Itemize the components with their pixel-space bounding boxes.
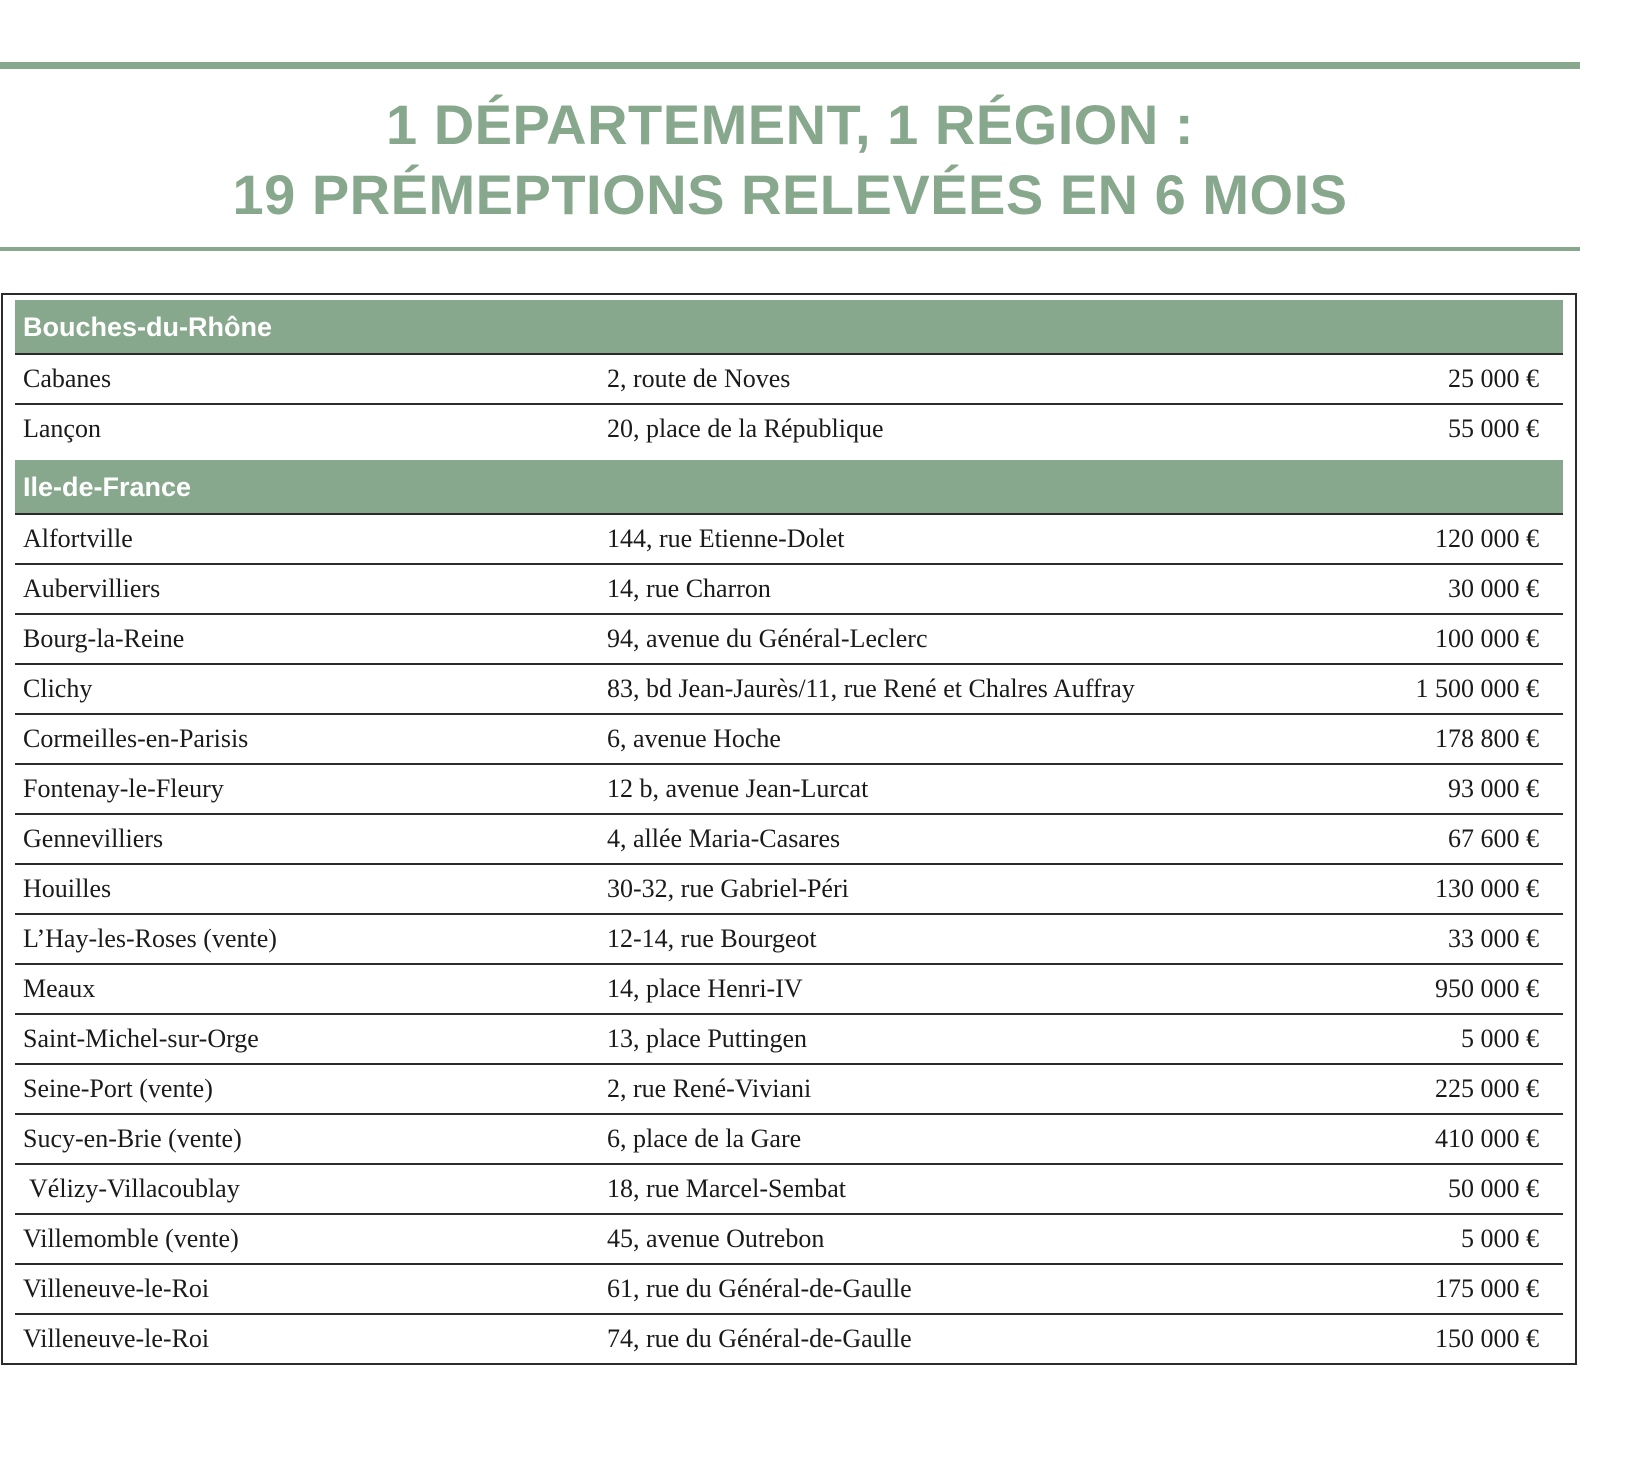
city-cell: Cormeilles-en-Parisis: [23, 724, 249, 753]
city-cell: Bourg-la-Reine: [23, 624, 185, 653]
city-cell: Clichy: [23, 674, 93, 703]
address-cell: 83, bd Jean-Jaurès/11, rue René et Chalres Auffray: [607, 674, 1135, 703]
price-cell: 50 000 €: [1448, 1174, 1539, 1203]
table-row: [15, 355, 1563, 405]
address-cell: 14, rue Charron: [607, 574, 771, 603]
price-cell: 5 000 €: [1461, 1024, 1539, 1053]
city-cell: Saint-Michel-sur-Orge: [23, 1024, 259, 1053]
table-row: [15, 1265, 1563, 1315]
price-cell: 950 000 €: [1435, 974, 1539, 1003]
table-row: [15, 715, 1563, 765]
price-cell: 130 000 €: [1435, 874, 1539, 903]
address-cell: 12-14, rue Bourgeot: [607, 924, 817, 953]
table-row: [15, 915, 1563, 965]
price-cell: 55 000 €: [1448, 414, 1539, 443]
price-cell: 30 000 €: [1448, 574, 1539, 603]
table-row: [15, 405, 1563, 455]
city-cell: Aubervilliers: [23, 574, 161, 603]
address-cell: 30-32, rue Gabriel-Péri: [607, 874, 849, 903]
address-cell: 12 b, avenue Jean-Lurcat: [607, 774, 869, 803]
table-row: [15, 515, 1563, 565]
address-cell: 13, place Puttingen: [607, 1024, 808, 1053]
table-row: [15, 1315, 1563, 1365]
address-cell: 4, allée Maria-Casares: [607, 824, 841, 853]
address-cell: 6, place de la Gare: [607, 1124, 802, 1153]
address-cell: 2, rue René-Viviani: [607, 1074, 812, 1103]
table-row: [15, 565, 1563, 615]
address-cell: 6, avenue Hoche: [607, 724, 781, 753]
price-cell: 1 500 000 €: [1415, 674, 1539, 703]
city-cell: Fontenay-le-Fleury: [23, 774, 224, 803]
city-cell: Villemomble (vente): [23, 1224, 239, 1253]
table-row: [15, 1165, 1563, 1215]
bottom-rule: [0, 247, 1580, 251]
price-cell: 150 000 €: [1435, 1324, 1539, 1353]
address-cell: 94, avenue du Général-Leclerc: [607, 624, 928, 653]
table-row: [15, 1115, 1563, 1165]
table-row: [15, 765, 1563, 815]
price-cell: 225 000 €: [1435, 1074, 1539, 1103]
city-cell: Villeneuve-le-Roi: [23, 1274, 210, 1303]
table-row: [15, 1015, 1563, 1065]
address-cell: 61, rue du Général-de-Gaulle: [607, 1274, 912, 1303]
city-cell: Lançon: [23, 414, 101, 443]
price-cell: 25 000 €: [1448, 364, 1539, 393]
city-cell: Meaux: [23, 974, 96, 1003]
preemptions-table: [1, 293, 1577, 1365]
address-cell: 20, place de la République: [607, 414, 884, 443]
table-row: [15, 665, 1563, 715]
table-row: [15, 615, 1563, 665]
price-cell: 410 000 €: [1435, 1124, 1539, 1153]
price-cell: 100 000 €: [1435, 624, 1539, 653]
price-cell: 178 800 €: [1435, 724, 1539, 753]
table-row: [15, 865, 1563, 915]
price-cell: 67 600 €: [1448, 824, 1539, 853]
address-cell: 45, avenue Outrebon: [607, 1224, 825, 1253]
city-cell: Seine-Port (vente): [23, 1074, 213, 1103]
page-title: [0, 90, 1580, 230]
address-cell: 74, rue du Général-de-Gaulle: [607, 1324, 912, 1353]
address-cell: 18, rue Marcel-Sembat: [607, 1174, 846, 1203]
title-line-1: 1 DÉPARTEMENT, 1 RÉGION :: [385, 93, 1194, 156]
price-cell: 175 000 €: [1435, 1274, 1539, 1303]
section-header-ile-de-france: Ile-de-France: [15, 460, 1563, 515]
city-cell: Gennevilliers: [23, 824, 164, 853]
city-cell: Vélizy-Villacoublay: [23, 1174, 240, 1203]
address-cell: 144, rue Etienne-Dolet: [607, 524, 845, 553]
section-header-bouches-du-rhone: Bouches-du-Rhône: [15, 300, 1563, 355]
top-rule: [0, 62, 1580, 69]
city-cell: Villeneuve-le-Roi: [23, 1324, 210, 1353]
table-row: [15, 1215, 1563, 1265]
city-cell: Cabanes: [23, 364, 112, 393]
price-cell: 93 000 €: [1448, 774, 1539, 803]
title-line-2: 19 PRÉMEPTIONS RELEVÉES EN 6 MOIS: [232, 163, 1348, 226]
city-cell: Sucy-en-Brie (vente): [23, 1124, 242, 1153]
address-cell: 2, route de Noves: [607, 364, 791, 393]
table-row: [15, 965, 1563, 1015]
table-row: [15, 815, 1563, 865]
price-cell: 5 000 €: [1461, 1224, 1539, 1253]
city-cell: Alfortville: [23, 524, 133, 553]
address-cell: 14, place Henri-IV: [607, 974, 803, 1003]
price-cell: 120 000 €: [1435, 524, 1539, 553]
city-cell: Houilles: [23, 874, 112, 903]
table-row: [15, 1065, 1563, 1115]
city-cell: L’Hay-les-Roses (vente): [23, 924, 277, 953]
price-cell: 33 000 €: [1448, 924, 1539, 953]
